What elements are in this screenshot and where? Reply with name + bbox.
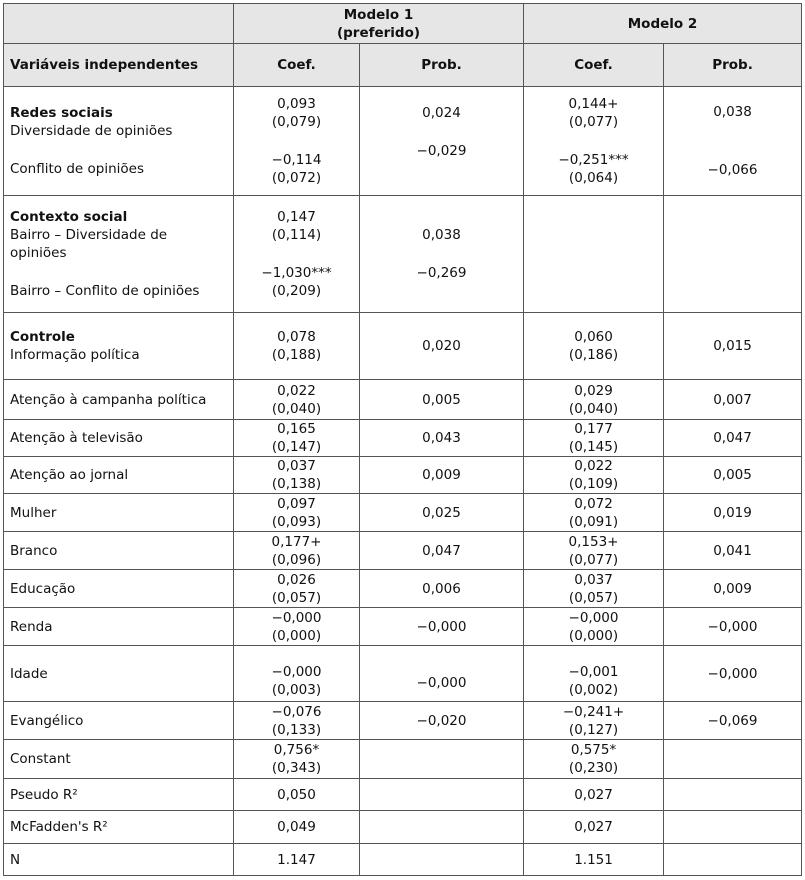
cell-value: (0,077) — [568, 114, 619, 130]
row-label: Atenção ao jornal — [4, 457, 234, 494]
table-cell: −0,000 — [360, 646, 524, 702]
cell-value: (0,188) — [271, 347, 322, 363]
redes-m2-prob — [664, 87, 802, 196]
row-label: Bairro – Diversidade de opiniões — [10, 227, 168, 261]
table-cell — [524, 532, 664, 570]
cell-value: −0,114 — [271, 152, 322, 168]
header-variables: Variáveis independentes — [4, 44, 234, 87]
row-label: Diversidade de opiniões — [10, 123, 173, 139]
cell-value: 0,078 — [277, 329, 316, 345]
row-label: Idade — [4, 646, 234, 702]
table-cell — [524, 420, 664, 457]
redes-label-cell — [4, 87, 234, 196]
table-cell — [524, 570, 664, 608]
empty-cell — [360, 779, 524, 811]
section-contexto-social — [4, 196, 802, 313]
row-label: Branco — [4, 532, 234, 570]
table-cell: 0,027 — [524, 811, 664, 844]
empty-cell — [360, 740, 524, 779]
table-cell — [234, 740, 360, 779]
table-cell — [524, 380, 664, 420]
cell-value: −0,001 — [568, 664, 619, 680]
table-cell: −0,000 — [664, 608, 802, 646]
table-cell: 0,027 — [524, 779, 664, 811]
cell-value: 0,060 — [574, 329, 613, 345]
table-cell — [234, 420, 360, 457]
table-cell: 0,047 — [360, 532, 524, 570]
empty-cell — [664, 740, 802, 779]
cell-value: 0,022 — [277, 382, 316, 399]
redes-m1-prob — [360, 87, 524, 196]
cell-value: 0,037 — [574, 571, 613, 588]
contexto-m2-coef-empty — [524, 196, 664, 313]
contexto-m2-prob-empty — [664, 196, 802, 313]
table-cell — [234, 494, 360, 532]
table-cell: 0,005 — [664, 457, 802, 494]
table-row — [4, 532, 802, 570]
table-cell: 0,050 — [234, 779, 360, 811]
cell-value: (0,093) — [271, 513, 322, 530]
table-cell — [524, 702, 664, 740]
empty-cell — [360, 811, 524, 844]
table-cell — [524, 494, 664, 532]
table-row-idade — [4, 646, 802, 702]
table-cell: 0,005 — [360, 380, 524, 420]
cell-value — [366, 160, 517, 178]
cell-value: −0,251*** — [558, 152, 629, 168]
cell-value: 0,038 — [422, 227, 461, 243]
cell-value: (0,064) — [568, 170, 619, 186]
row-label: Renda — [4, 608, 234, 646]
header-empty — [4, 4, 234, 44]
table-cell — [234, 532, 360, 570]
empty-cell — [664, 779, 802, 811]
table-cell — [234, 457, 360, 494]
table-cell: 0,025 — [360, 494, 524, 532]
row-label: Evangélico — [4, 702, 234, 740]
contexto-m1-prob — [360, 196, 524, 313]
section-title: Redes sociais — [10, 105, 113, 121]
header-coef-m1: Coef. — [234, 44, 360, 87]
table-cell: 0,007 — [664, 380, 802, 420]
cell-value: (0,003) — [271, 682, 322, 698]
table-row-pseudo-r2 — [4, 779, 802, 811]
header-prob-m1: Prob. — [360, 44, 524, 87]
table-row — [4, 457, 802, 494]
cell-value: 0,093 — [277, 96, 316, 112]
table-cell: 0,041 — [664, 532, 802, 570]
section-controle — [4, 313, 802, 380]
cell-value: (0,147) — [271, 439, 322, 455]
table-cell — [234, 570, 360, 608]
table-cell — [524, 608, 664, 646]
section-title: Controle — [10, 329, 75, 345]
table-cell — [524, 457, 664, 494]
cell-value: (0,127) — [568, 721, 619, 738]
redes-m1-coef — [234, 87, 360, 196]
cell-value: 0,756* — [273, 742, 320, 758]
cell-value: (0,133) — [271, 721, 322, 738]
empty-cell — [664, 811, 802, 844]
cell-value: (0,079) — [271, 114, 322, 130]
table-row — [4, 494, 802, 532]
regression-table — [3, 3, 802, 876]
row-label: McFadden's R² — [4, 811, 234, 844]
table-row-n — [4, 844, 802, 876]
cell-value: (0,186) — [568, 347, 619, 363]
cell-value: −1,030*** — [261, 265, 332, 281]
table-cell: −0,000 — [664, 646, 802, 702]
table-cell: 0,047 — [664, 420, 802, 457]
cell-value: 0,177 — [574, 421, 613, 437]
cell-value: (preferido) — [336, 24, 421, 41]
table-cell: 0,009 — [664, 570, 802, 608]
row-label: Informação política — [10, 347, 140, 363]
table-cell: 1.151 — [524, 844, 664, 876]
table-row-constant — [4, 740, 802, 779]
row-label: Mulher — [4, 494, 234, 532]
cell-value: 0,024 — [422, 105, 461, 121]
empty-cell — [664, 844, 802, 876]
cell-value: (0,072) — [271, 170, 322, 186]
cell-value: (0,040) — [271, 400, 322, 417]
table-cell: 0,009 — [360, 457, 524, 494]
cell-value: (0,057) — [271, 589, 322, 606]
cell-value: (0,002) — [568, 682, 619, 698]
empty-cell — [360, 844, 524, 876]
cell-value: (0,077) — [568, 551, 619, 568]
cell-value: (0,230) — [568, 760, 619, 776]
cell-value: −0,029 — [416, 143, 467, 159]
table-row-mcfadden-r2 — [4, 811, 802, 844]
cell-value: (0,057) — [568, 589, 619, 606]
cell-value: (0,138) — [271, 476, 322, 492]
table-row — [4, 608, 802, 646]
cell-value: −0,269 — [416, 265, 467, 281]
cell-value: 0,038 — [713, 104, 752, 120]
row-label: Atenção à televisão — [4, 420, 234, 457]
table-cell: −0,000 — [360, 608, 524, 646]
cell-value: 0,022 — [574, 458, 613, 474]
cell-value: (0,114) — [271, 227, 322, 243]
table-row — [4, 380, 802, 420]
header-coef-m2: Coef. — [524, 44, 664, 87]
header-prob-m2: Prob. — [664, 44, 802, 87]
table-cell: −0,020 — [360, 702, 524, 740]
cell-value: 0,147 — [277, 209, 316, 225]
section-title: Contexto social — [10, 209, 128, 225]
cell-value: −0,000 — [271, 664, 322, 680]
row-label: Educação — [4, 570, 234, 608]
cell-value: 0,072 — [574, 495, 613, 512]
table-cell: 0,043 — [360, 420, 524, 457]
table-row — [4, 570, 802, 608]
cell-value: −0,241+ — [562, 703, 625, 720]
table-cell: 1.147 — [234, 844, 360, 876]
contexto-label-cell — [4, 196, 234, 313]
row-label: Atenção à campanha política — [4, 380, 234, 420]
cell-value: 0,144+ — [568, 96, 619, 112]
cell-value: (0,040) — [568, 400, 619, 417]
table-cell — [234, 380, 360, 420]
cell-value: (0,091) — [568, 513, 619, 530]
cell-value: Modelo 1 — [343, 6, 414, 23]
cell-value: (0,000) — [568, 627, 619, 644]
cell-value: 0,026 — [277, 571, 316, 588]
cell-value: 0,097 — [277, 495, 316, 512]
cell-value: −0,066 — [707, 162, 758, 178]
row-label: Constant — [4, 740, 234, 779]
contexto-m1-coef — [234, 196, 360, 313]
cell-value: (0,209) — [271, 283, 322, 299]
cell-value: −0,000 — [271, 609, 322, 626]
table-cell — [234, 702, 360, 740]
row-label: Pseudo R² — [4, 779, 234, 811]
table-cell: 0,019 — [664, 494, 802, 532]
row-label: Bairro – Conflito de opiniões — [10, 283, 200, 299]
table-cell — [524, 646, 664, 702]
controle-m1-coef — [234, 313, 360, 380]
controle-label-cell — [4, 313, 234, 380]
cell-value: (0,145) — [568, 439, 619, 455]
cell-value: (0,343) — [271, 760, 322, 776]
cell-value: 0,165 — [277, 421, 316, 437]
table-cell — [234, 608, 360, 646]
cell-value: (0,109) — [568, 476, 619, 492]
redes-m2-coef — [524, 87, 664, 196]
table-cell: 0,049 — [234, 811, 360, 844]
section-redes-sociais — [4, 87, 802, 196]
cell-value: −0,000 — [568, 609, 619, 626]
controle-m2-prob: 0,015 — [664, 313, 802, 380]
row-label: Conflito de opiniões — [10, 161, 144, 177]
table-row — [4, 420, 802, 457]
table-cell: −0,069 — [664, 702, 802, 740]
row-label: N — [4, 844, 234, 876]
table-cell — [524, 740, 664, 779]
cell-value: (0,096) — [271, 551, 322, 568]
cell-value: 0,037 — [277, 458, 316, 474]
cell-value: 0,029 — [574, 382, 613, 399]
cell-value: 0,575* — [570, 742, 617, 758]
cell-value: 0,153+ — [568, 533, 619, 550]
controle-m2-coef — [524, 313, 664, 380]
table-cell: 0,006 — [360, 570, 524, 608]
controle-m1-prob: 0,020 — [360, 313, 524, 380]
header-model2: Modelo 2 — [524, 4, 802, 44]
header-model1 — [234, 4, 524, 44]
cell-value: −0,076 — [271, 703, 322, 720]
cell-value: 0,177+ — [271, 533, 322, 550]
cell-value: (0,000) — [271, 627, 322, 644]
table-row-evangelico — [4, 702, 802, 740]
table-cell — [234, 646, 360, 702]
